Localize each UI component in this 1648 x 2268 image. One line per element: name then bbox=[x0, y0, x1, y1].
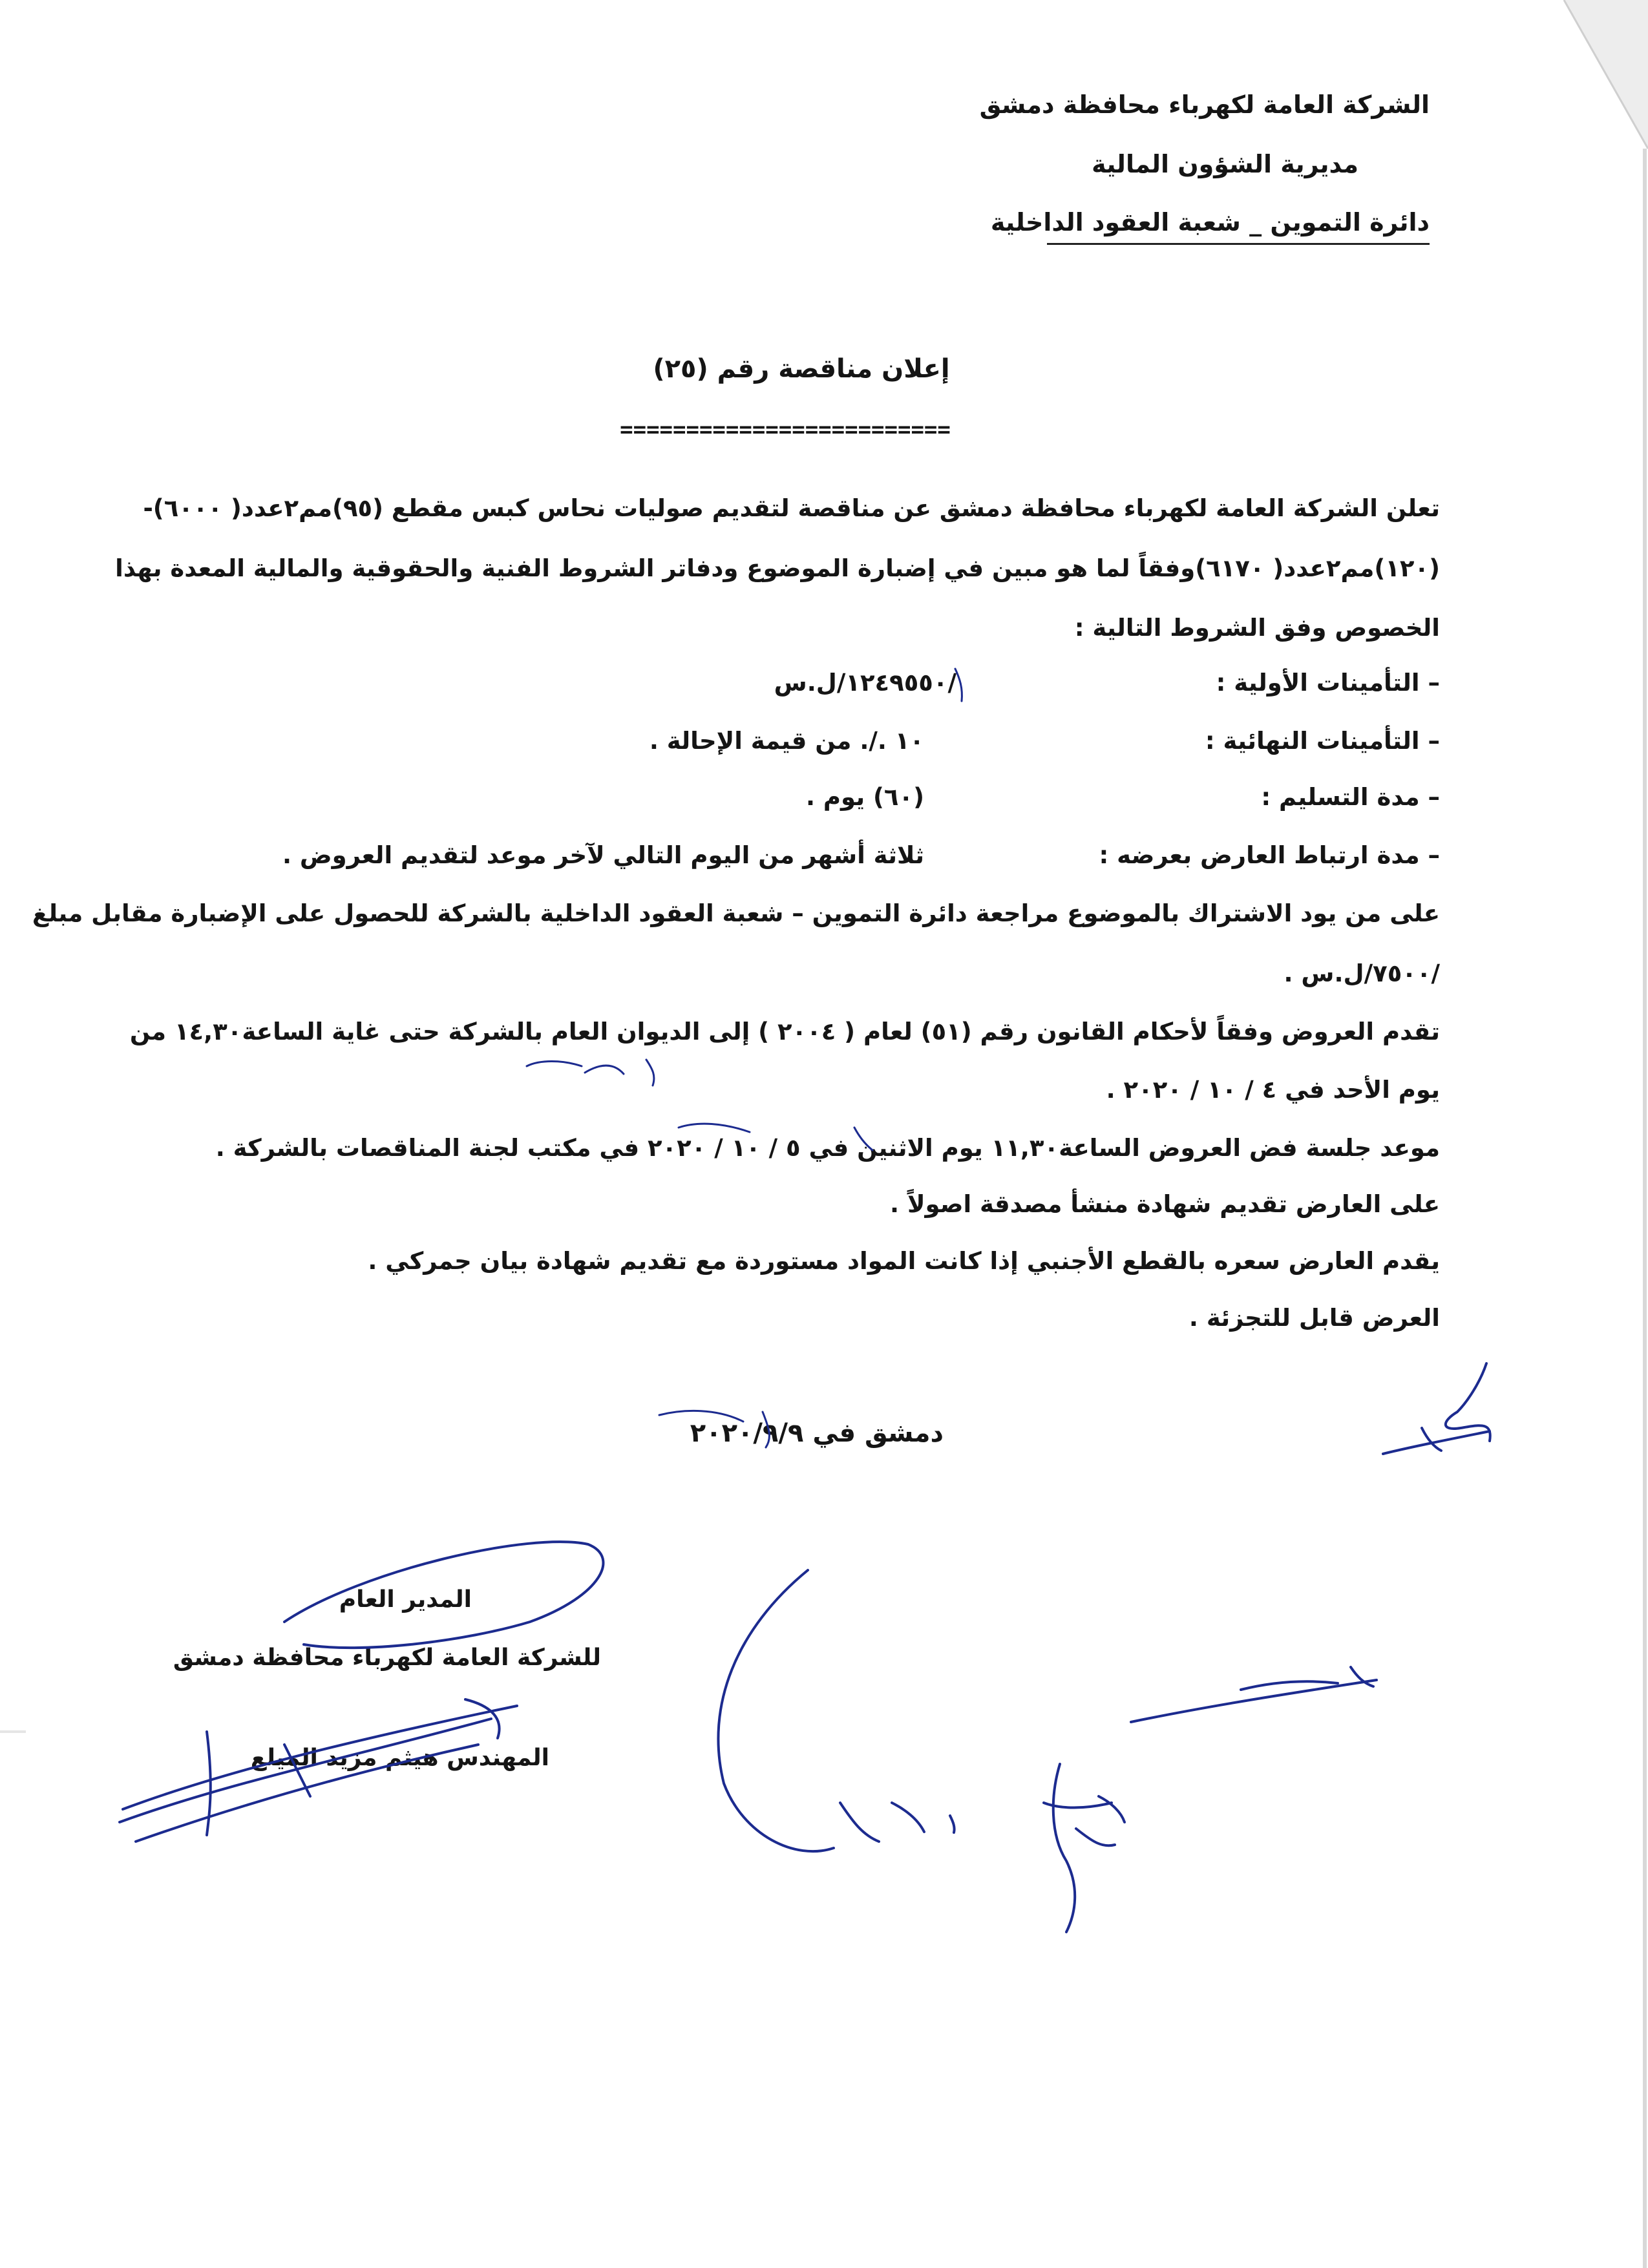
announcement-title: إعلان مناقصة رقم (٢٥) bbox=[653, 354, 950, 384]
term-value-final-deposit: ١٠ ./. من قيمة الإحالة . bbox=[649, 727, 924, 755]
signatory-role: المدير العام bbox=[339, 1586, 472, 1613]
signatory-name: المهندس هيثم مزيد الميلع bbox=[250, 1745, 549, 1771]
participation-line-1: على من يود الاشتراك بالموضوع مراجعة دائرة التموين – شعبة العقود الداخلية بالشركة للحصول على الإضبارة مقابل مبلغ bbox=[32, 899, 1440, 927]
intro-line-3: الخصوص وفق الشروط التالية : bbox=[1074, 614, 1440, 642]
term-value-initial-deposit: /١٢٤٩٥٥٠/ل.س bbox=[774, 669, 956, 697]
issue-date: دمشق في ٢٠٢٠/٩/٩ bbox=[690, 1418, 944, 1448]
term-label-final-deposit: – التأمينات النهائية : bbox=[1205, 727, 1440, 755]
header-department: دائرة التموين _ شعبة العقود الداخلية bbox=[1047, 208, 1430, 245]
header-directorate: مديرية الشؤون المالية bbox=[1092, 150, 1358, 178]
clause-foreign-currency: يقدم العارض سعره بالقطع الأجنبي إذا كانت المواد مستوردة مع تقديم شهادة بيان جمركي . bbox=[368, 1247, 1440, 1275]
submission-line-2: يوم الأحد في ٤ / ١٠ / ٢٠٢٠ . bbox=[1106, 1076, 1440, 1104]
term-label-commitment: – مدة ارتباط العارض بعرضه : bbox=[1099, 841, 1440, 869]
term-label-initial-deposit: – التأمينات الأولية : bbox=[1216, 669, 1440, 697]
clause-origin-certificate: على العارض تقديم شهادة منشأ مصدقة اصولاً . bbox=[890, 1190, 1440, 1218]
term-label-delivery: – مدة التسليم : bbox=[1261, 783, 1440, 811]
header-company: الشركة العامة لكهرباء محافظة دمشق bbox=[979, 90, 1430, 119]
participation-line-2: /٧٥٠٠/ل.س . bbox=[1284, 960, 1440, 987]
intro-line-1: تعلن الشركة العامة لكهرباء محافظة دمشق عن مناقصة لتقديم صوليات نحاس كبس مقطع (٩٥)مم٢عدد( ٦٠٠٠)- bbox=[143, 494, 1440, 522]
clause-opening-session: موعد جلسة فض العروض الساعة١١,٣٠ يوم الاثنين في ٥ / ١٠ / ٢٠٢٠ في مكتب لجنة المناقصات بالشركة . bbox=[215, 1134, 1440, 1162]
term-value-commitment: ثلاثة أشهر من اليوم التالي لآخر موعد لتقديم العروض . bbox=[282, 841, 924, 869]
clause-divisible: العرض قابل للتجزئة . bbox=[1188, 1304, 1440, 1332]
intro-line-2: (١٢٠)مم٢عدد( ٦١٧٠)وفقاً لما هو مبين في إضبارة الموضوع ودفاتر الشروط الفنية والحقوقية والمالية المعدة بهذا bbox=[115, 554, 1440, 582]
signatory-organization: للشركة العامة لكهرباء محافظة دمشق bbox=[173, 1644, 601, 1671]
submission-line-1: تقدم العروض وفقاً لأحكام القانون رقم (٥١) لعام ( ٢٠٠٤ ) إلى الديوان العام بالشركة حتى غاية الساعة١٤,٣٠ من bbox=[129, 1018, 1440, 1045]
term-value-delivery: (٦٠) يوم . bbox=[805, 783, 924, 811]
title-rule: ========================= bbox=[620, 417, 951, 443]
